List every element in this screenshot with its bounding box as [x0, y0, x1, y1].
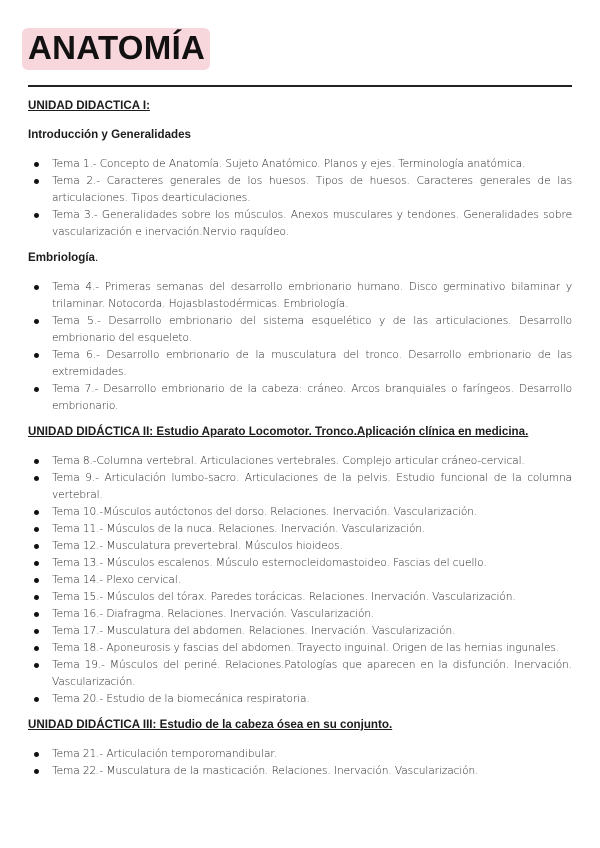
list-item: Tema 16.- Diafragma. Relaciones. Inervación. Vascularización. — [28, 606, 572, 623]
bullet-icon — [34, 162, 39, 167]
unit-2 — [28, 424, 572, 717]
page-title: ANATOMÍA — [22, 28, 210, 70]
list-item: Tema 21.- Articulación temporomandibular. — [28, 746, 572, 763]
bullet-icon — [34, 646, 39, 651]
unit-3 — [28, 717, 572, 780]
bullet-icon — [34, 353, 39, 358]
list-item: Tema 11.- Músculos de la nuca. Relaciones. Inervación. Vascularización. — [28, 521, 572, 538]
topic-list — [28, 156, 572, 241]
topic-list — [28, 453, 572, 708]
bullet-icon — [34, 561, 39, 566]
list-item: Tema 17.- Musculatura del abdomen. Relaciones. Inervación. Vascularización. — [28, 623, 572, 640]
bullet-icon — [34, 663, 39, 668]
bullet-icon — [34, 510, 39, 515]
list-item: Tema 15.- Músculos del tórax. Paredes torácicas. Relaciones. Inervación. Vascularización. — [28, 589, 572, 606]
bullet-icon — [34, 612, 39, 617]
unit-heading: UNIDAD DIDÁCTICA II: Estudio Aparato Locomotor. Tronco.Aplicación clínica en medicina. — [28, 425, 529, 438]
section-heading: Embriología. — [28, 251, 99, 264]
bullet-icon — [34, 752, 39, 757]
list-item: Tema 8.-Columna vertebral. Articulaciones vertebrales. Complejo articular cráneo-cervical. — [28, 453, 572, 470]
list-item: Tema 4.- Primeras semanas del desarrollo embrionario humano. Disco germinativo bilaminar y trilaminar. Notocorda. Hojasblastodérmicas. Embriología. — [28, 279, 572, 313]
list-item: Tema 3.- Generalidades sobre los músculos. Anexos musculares y tendones. Generalidades sobre vascularización e inervación.Nervio raquídeo. — [28, 207, 572, 241]
list-item: Tema 1.- Concepto de Anatomía. Sujeto Anatómico. Planos y ejes. Terminología anatómica. — [28, 156, 572, 173]
list-item: Tema 5.- Desarrollo embrionario del sistema esquelético y de las articulaciones. Desarrollo embrionario del esqueleto. — [28, 313, 572, 347]
topic-list — [28, 746, 572, 780]
bullet-icon — [34, 544, 39, 549]
bullet-icon — [34, 769, 39, 774]
bullet-icon — [34, 179, 39, 184]
list-item: Tema 10.-Músculos autóctonos del dorso. Relaciones. Inervación. Vascularización. — [28, 504, 572, 521]
bullet-icon — [34, 697, 39, 702]
topic-list — [28, 279, 572, 415]
list-item: Tema 7.- Desarrollo embrionario de la cabeza: cráneo. Arcos branquiales o faríngeos. Desarrollo embrionario. — [28, 381, 572, 415]
bullet-icon — [34, 476, 39, 481]
list-item: Tema 14.- Plexo cervical. — [28, 572, 572, 589]
list-item: Tema 20.- Estudio de la biomecánica respiratoria. — [28, 691, 572, 708]
unit-1 — [28, 98, 572, 424]
section-heading: Introducción y Generalidades — [28, 128, 191, 141]
unit-heading: UNIDAD DIDÁCTICA III: Estudio de la cabeza ósea en su conjunto. — [28, 718, 393, 731]
bullet-icon — [34, 527, 39, 532]
document-body — [28, 98, 572, 780]
unit-heading: UNIDAD DIDACTICA I: — [28, 99, 150, 112]
bullet-icon — [34, 319, 39, 324]
list-item: Tema 6.- Desarrollo embrionario de la musculatura del tronco. Desarrollo embrionario de las extremidades. — [28, 347, 572, 381]
bullet-icon — [34, 578, 39, 583]
list-item: Tema 18.- Aponeurosis y fascias del abdomen. Trayecto inguinal. Origen de las hernias ingunales. — [28, 640, 572, 657]
title-divider — [28, 85, 572, 87]
list-item: Tema 22.- Musculatura de la masticación. Relaciones. Inervación. Vascularización. — [28, 763, 572, 780]
list-item: Tema 13.- Músculos escalenos. Músculo esternocleidomastoideo. Fascias del cuello. — [28, 555, 572, 572]
bullet-icon — [34, 387, 39, 392]
bullet-icon — [34, 459, 39, 464]
bullet-icon — [34, 285, 39, 290]
bullet-icon — [34, 595, 39, 600]
list-item: Tema 2.- Caracteres generales de los huesos. Tipos de huesos. Caracteres generales de las articulaciones. Tipos dearticulaciones. — [28, 173, 572, 207]
bullet-icon — [34, 629, 39, 634]
bullet-icon — [34, 213, 39, 218]
list-item: Tema 9.- Articulación lumbo-sacro. Articulaciones de la pelvis. Estudio funcional de la columna vertebral. — [28, 470, 572, 504]
list-item: Tema 19.- Músculos del periné. Relaciones.Patologías que aparecen en la disfunción. Inervación. Vascularización. — [28, 657, 572, 691]
list-item: Tema 12.- Musculatura prevertebral. Músculos hioideos. — [28, 538, 572, 555]
title-block — [22, 28, 210, 70]
